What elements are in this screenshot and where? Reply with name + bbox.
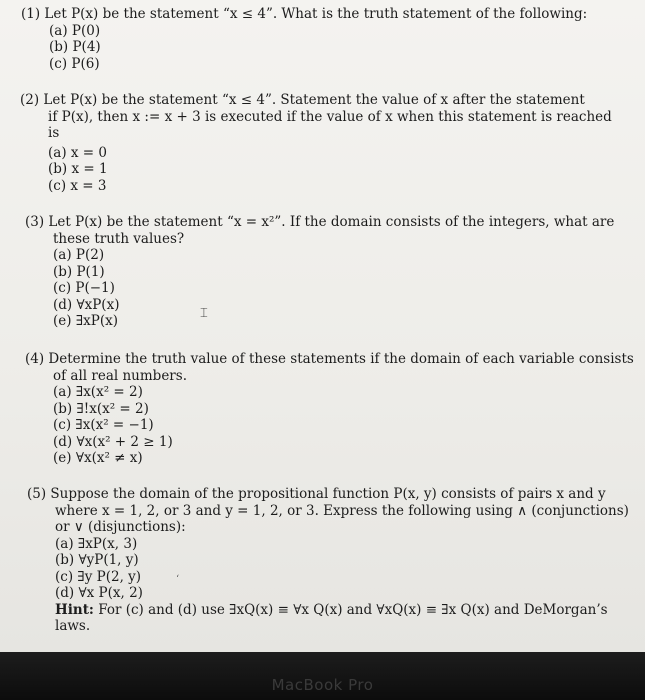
text-cursor-icon: ⌶ <box>200 306 208 321</box>
problem-1-option-c: (c) P(6) <box>49 55 100 72</box>
problem-2-option-b: (b) x = 1 <box>48 161 108 177</box>
problem-3-statement-cont: these truth values? <box>53 230 185 247</box>
problem-4-option-c: (c) ∃x(x² = −1) <box>53 417 154 433</box>
problem-3-option-b: (b) P(1) <box>53 263 105 280</box>
problem-4-statement-cont: of all real numbers. <box>53 367 187 384</box>
problem-5-hint-end: laws. <box>55 618 91 634</box>
problem-5-option-a: (a) ∃xP(x, 3) <box>55 535 138 552</box>
problem-4-option-a: (a) ∃x(x² = 2) <box>53 384 143 400</box>
problem-4-option-b: (b) ∃!x(x² = 2) <box>53 400 149 417</box>
problem-3-option-a: (a) P(2) <box>53 247 105 263</box>
problem-1-option-b: (b) P(4) <box>49 39 101 55</box>
problem-2-statement: (2) Let P(x) be the statement “x ≤ 4”. Statement the value of x after the statement <box>20 92 585 108</box>
problem-1 <box>21 6 645 72</box>
problem-1-statement: (1) Let P(x) be the statement “x ≤ 4”. What is the truth statement of the following: <box>21 6 588 22</box>
problem-3-option-c: (c) P(−1) <box>53 280 115 296</box>
problem-3-option-d: (d) ∀xP(x) <box>53 296 120 313</box>
problem-4-option-e: (e) ∀x(x² ≠ x) <box>53 450 143 466</box>
problem-5-statement-cont: where x = 1, 2, or 3 and y = 1, 2, or 3. Express the following using ∧ (conjunctions) <box>55 502 629 519</box>
problem-4-option-d: (d) ∀x(x² + 2 ≥ 1) <box>53 433 173 450</box>
problem-5-option-d: (d) ∀x P(x, 2) <box>55 585 143 601</box>
pen-mark-icon: ʻ <box>176 574 180 585</box>
problem-2-option-c: (c) x = 3 <box>48 177 107 194</box>
problem-3-statement: (3) Let P(x) be the statement “x = x²”. If the domain consists of the integers, what are <box>25 214 615 230</box>
problem-2-statement-end: is <box>48 125 60 141</box>
problem-2-statement-cont: if P(x), then x := x + 3 is executed if the value of x when this statement is reached <box>48 108 612 125</box>
hint-text: For (c) and (d) use ∃xQ(x) ≡ ∀x Q(x) and ∀xQ(x) ≡ ∃x Q(x) and DeMorgan’s <box>98 601 608 618</box>
problem-1-option-a: (a) P(0) <box>49 22 101 39</box>
problem-4-statement: (4) Determine the truth value of these statements if the domain of each variable consists <box>25 351 634 367</box>
problem-5-hint <box>27 602 645 619</box>
problem-3 <box>25 214 645 330</box>
problem-5-statement-end: or ∨ (disjunctions): <box>55 519 186 535</box>
problem-2-option-a: (a) x = 0 <box>48 144 107 161</box>
problem-2 <box>20 92 645 194</box>
hint-label: Hint: <box>55 601 94 618</box>
problem-5 <box>27 486 645 635</box>
problem-5-statement: (5) Suppose the domain of the propositional function P(x, y) consists of pairs x and y <box>27 486 606 502</box>
problem-5-option-b: (b) ∀yP(1, y) <box>55 552 139 568</box>
problem-3-option-e: (e) ∃xP(x) <box>53 313 118 329</box>
laptop-brand-label: MacBook Pro <box>271 676 374 694</box>
problem-4 <box>25 351 645 467</box>
problem-5-option-c: (c) ∃y P(2, y) <box>55 568 142 585</box>
